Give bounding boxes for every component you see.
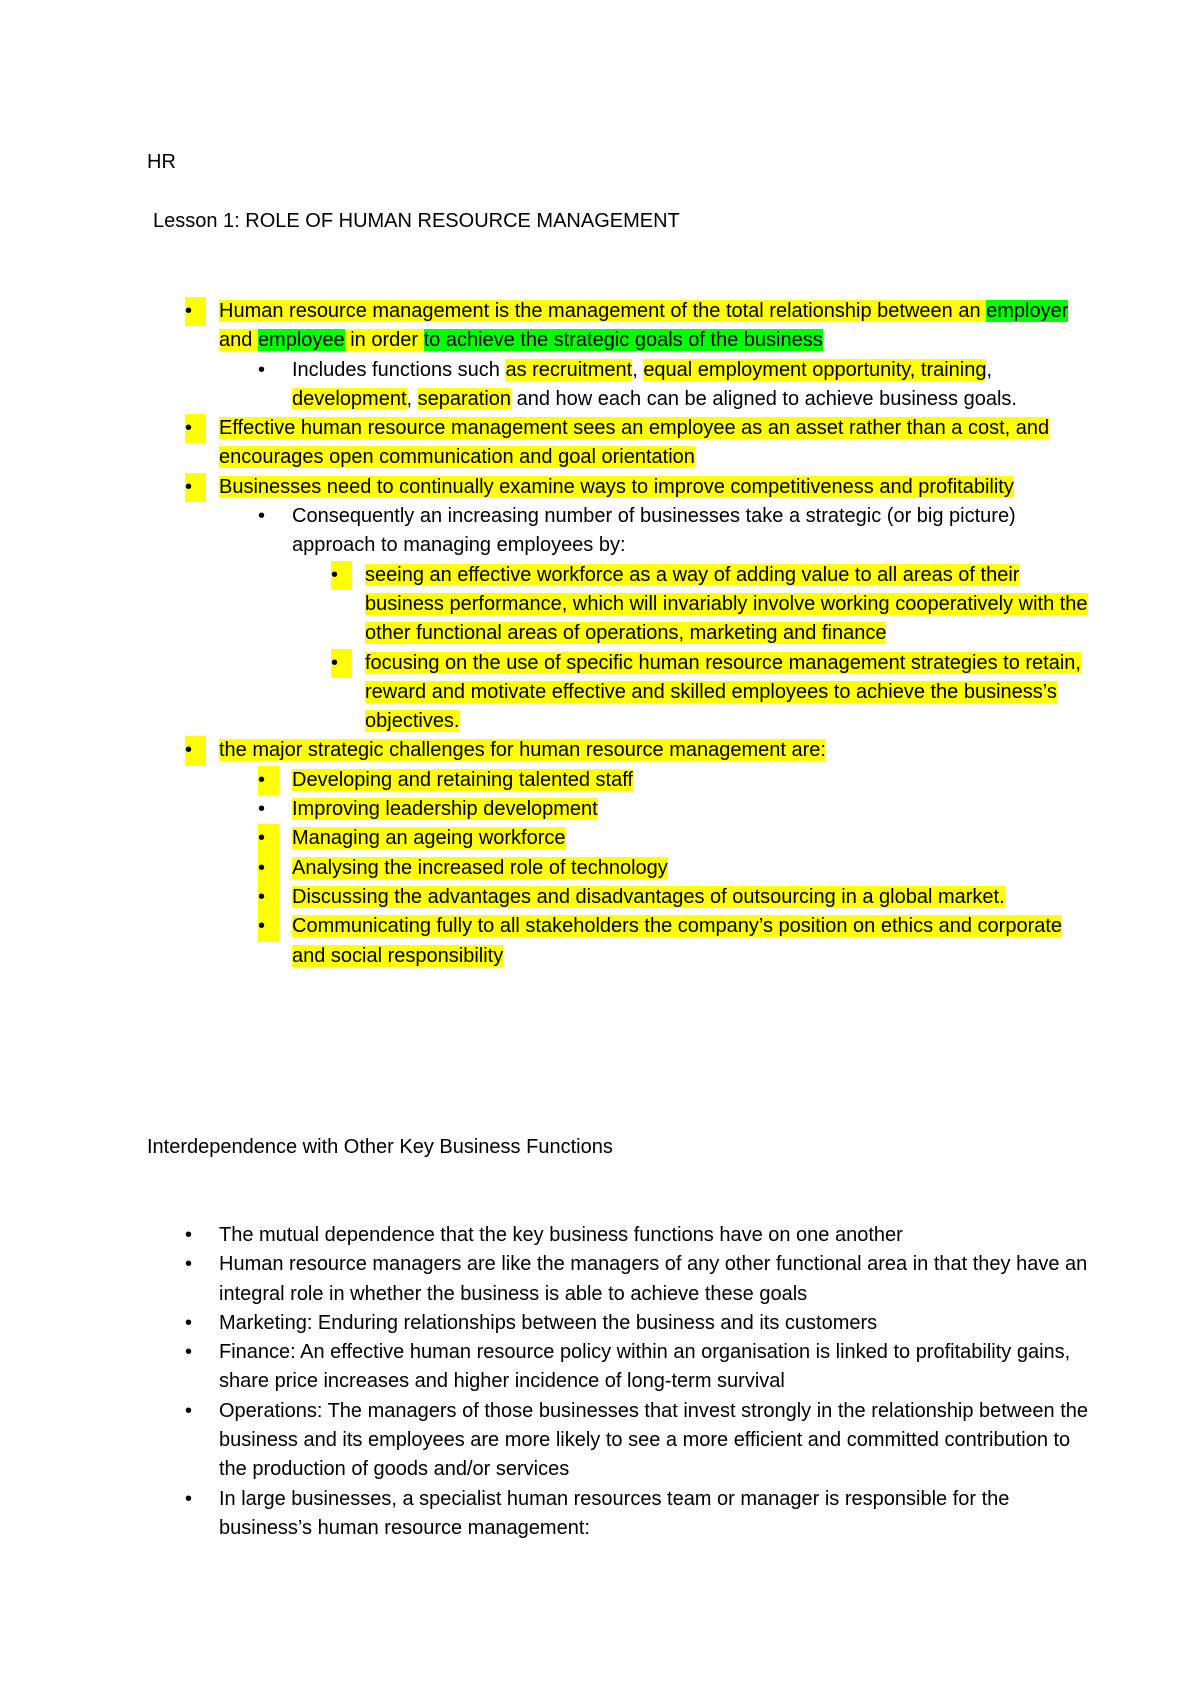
text-segment: and — [219, 329, 258, 352]
text-segment: Improving leadership development — [292, 798, 598, 821]
text-segment: focusing on the use of specific human resource management strategies to retain, reward and motivate effective and skilled employees to achieve the business’s objectives. — [365, 651, 1081, 733]
text-segment: seeing an effective workforce as a way of adding value to all areas of their business performance, which will invariably involve working cooperatively with the other functional areas of operations, marketing and finance — [365, 563, 1088, 645]
text-segment: Human resource management is the management of the total relationship between an — [219, 300, 987, 322]
bullet-icon: • — [258, 883, 279, 912]
section-title: Interdependence with Other Key Business Functions — [147, 1136, 613, 1158]
bullet-icon: • — [185, 1399, 193, 1422]
list-item — [0, 1397, 1100, 1485]
text-segment: Human resource managers are like the managers of any other functional area in that they have an integral role in whether the business is able to achieve these goals — [219, 1253, 1088, 1305]
list-item — [0, 1338, 1100, 1397]
list-item — [0, 473, 1100, 502]
text-segment: Marketing: Enduring relationships between the business and its customers — [219, 1311, 878, 1334]
text-segment: Managing an ageing workforce — [292, 827, 566, 850]
text-segment: Developing and retaining talented staff — [292, 768, 633, 791]
text-segment: and how each can be aligned to achieve business goals. — [511, 387, 1017, 410]
bullet-icon: • — [258, 912, 279, 941]
lesson-title: Lesson 1: ROLE OF HUMAN RESOURCE MANAGEMENT — [153, 210, 680, 232]
list-item — [0, 736, 1100, 765]
bullet-icon: • — [258, 505, 266, 528]
list-item — [0, 502, 1100, 561]
bullet-icon: • — [185, 297, 206, 326]
list-item — [0, 1250, 1100, 1309]
text-segment: , — [406, 387, 418, 410]
bullet-icon: • — [185, 1253, 193, 1276]
list-item — [0, 356, 1100, 415]
list-item — [0, 912, 1100, 971]
bullet-icon: • — [258, 798, 266, 821]
text-segment: to achieve the strategic goals of the business — [423, 329, 823, 352]
bullet-icon: • — [185, 736, 206, 765]
text-segment: The mutual dependence that the key business functions have on one another — [219, 1224, 903, 1246]
bullet-icon: • — [185, 473, 206, 502]
text-segment: Operations: The managers of those businesses that invest strongly in the relationship between the business and its employees are more likely to see a more efficient and committed contribution to the production of goods and/or services — [219, 1399, 1089, 1481]
list-item — [0, 795, 1100, 824]
list-item — [0, 1221, 1100, 1250]
text-segment: In large businesses, a specialist human resources team or manager is responsible for the business’s human resource management: — [219, 1487, 1010, 1539]
text-segment: Communicating fully to all stakeholders the company’s position on ethics and corporate and social responsibility — [292, 915, 1063, 967]
bullet-icon: • — [185, 414, 206, 443]
list-item — [0, 854, 1100, 883]
bullet-icon: • — [185, 1487, 193, 1510]
list-item — [0, 649, 1100, 737]
interdependence-bullet-list — [0, 1221, 1100, 1543]
text-segment: separation — [417, 387, 512, 410]
document-title: HR — [147, 151, 176, 173]
text-segment: Includes functions such — [292, 358, 506, 381]
text-segment: the major strategic challenges for human resource management are: — [219, 739, 826, 762]
list-item — [0, 1309, 1100, 1338]
text-segment: employee — [257, 329, 345, 352]
list-item — [0, 883, 1100, 912]
bullet-icon: • — [331, 649, 352, 678]
text-segment: Analysing the increased role of technology — [292, 856, 668, 879]
text-segment: Discussing the advantages and disadvantages of outsourcing in a global market. — [292, 885, 1005, 908]
bullet-icon: • — [185, 1224, 193, 1246]
list-item — [0, 561, 1100, 649]
bullet-icon: • — [258, 358, 266, 381]
list-item — [0, 297, 1100, 356]
text-segment: as recruitment — [505, 358, 633, 381]
text-segment: Consequently an increasing number of businesses take a strategic (or big picture) approach to managing employees by: — [292, 505, 1016, 557]
text-segment: in order — [344, 329, 424, 352]
text-segment: , — [986, 358, 993, 381]
text-segment: development — [292, 387, 407, 410]
bullet-icon: • — [258, 854, 279, 883]
list-item — [0, 824, 1100, 853]
text-segment: Businesses need to continually examine ways to improve competitiveness and profitability — [219, 475, 1014, 498]
text-segment: Finance: An effective human resource policy within an organisation is linked to profitability gains, share price increases and higher incidence of long-term survival — [219, 1341, 1071, 1393]
list-item — [0, 1485, 1100, 1544]
text-segment: Effective human resource management sees an employee as an asset rather than a cost, and encourages open communication and goal orientation — [219, 417, 1050, 469]
bullet-icon: • — [258, 766, 279, 795]
lesson-bullet-list — [0, 297, 1100, 971]
text-segment: employer — [986, 300, 1069, 322]
text-segment: equal employment opportunity, training — [643, 358, 987, 381]
bullet-icon: • — [258, 824, 279, 853]
list-item — [0, 414, 1100, 473]
bullet-icon: • — [185, 1311, 193, 1334]
bullet-icon: • — [331, 561, 352, 590]
text-segment: , — [632, 358, 644, 381]
list-item — [0, 766, 1100, 795]
bullet-icon: • — [185, 1341, 193, 1364]
